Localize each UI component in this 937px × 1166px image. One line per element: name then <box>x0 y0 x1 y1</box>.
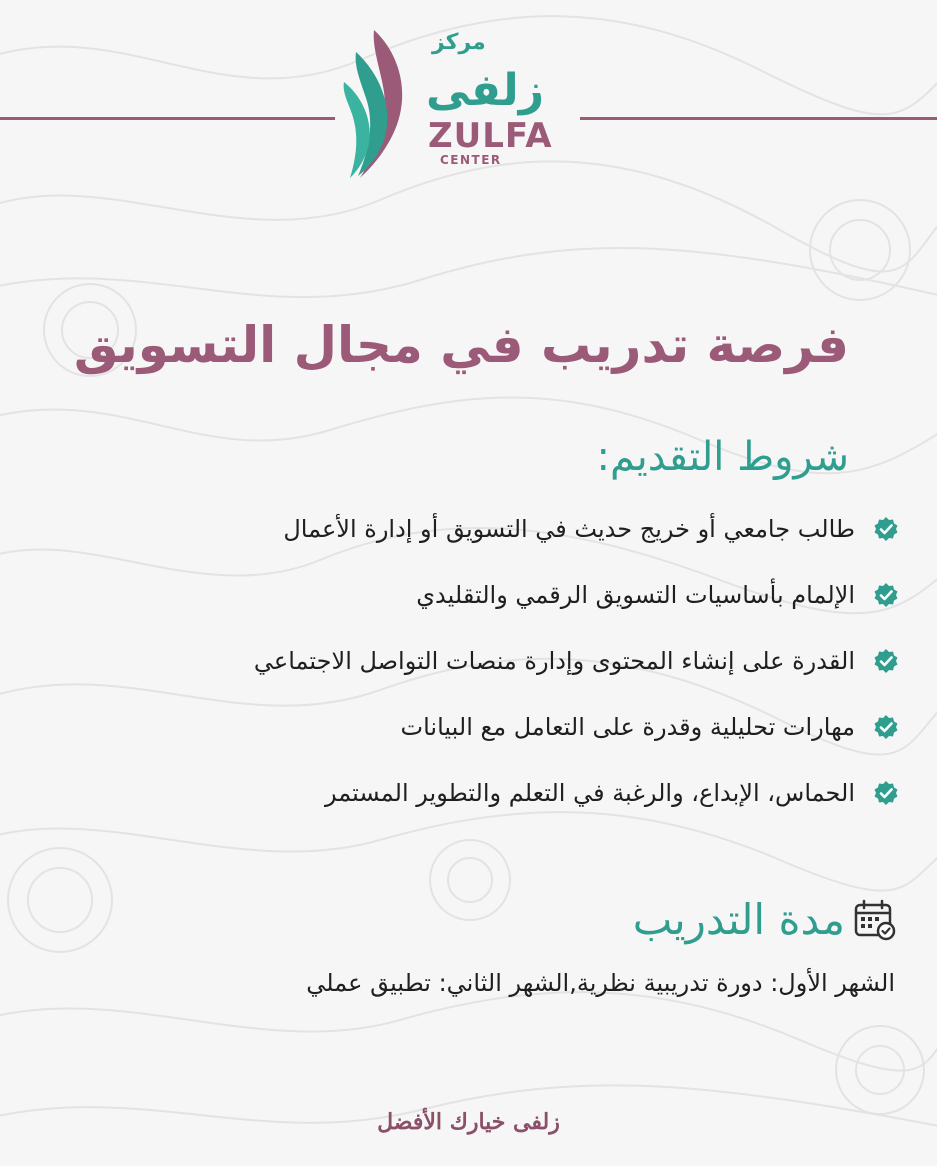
requirement-text: الحماس، الإبداع، والرغبة في التعلم والتطوير المستمر <box>325 779 855 807</box>
footer-slogan: زلفى خيارك الأفضل <box>377 1109 560 1135</box>
requirements-heading: شروط التقديم: <box>596 434 849 480</box>
verified-check-icon <box>873 648 899 674</box>
list-item <box>79 694 899 760</box>
header-divider-right <box>580 117 937 120</box>
list-item <box>79 760 899 826</box>
verified-check-icon <box>873 582 899 608</box>
list-item <box>79 628 899 694</box>
requirement-text: طالب جامعي أو خريج حديث في التسويق أو إدارة الأعمال <box>283 515 855 543</box>
requirement-text: الإلمام بأساسيات التسويق الرقمي والتقليدي <box>416 581 855 609</box>
requirement-text: مهارات تحليلية وقدرة على التعامل مع البيانات <box>400 713 855 741</box>
calendar-check-icon <box>853 898 897 942</box>
logo-english-name: ZULFA <box>428 116 553 156</box>
logo-english-subtitle: CENTER <box>440 153 502 167</box>
verified-check-icon <box>873 714 899 740</box>
verified-check-icon <box>873 516 899 542</box>
header-divider-left <box>0 117 335 120</box>
requirement-text: القدرة على إنشاء المحتوى وإدارة منصات التواصل الاجتماعي <box>253 647 855 675</box>
zulfa-flame-mark-icon <box>336 22 426 182</box>
list-item <box>79 496 899 562</box>
duration-text: الشهر الأول: دورة تدريبية نظرية,الشهر الثاني: تطبيق عملي <box>306 969 895 997</box>
requirements-list <box>79 496 899 826</box>
logo-arabic-name: زلفى <box>426 65 545 116</box>
duration-heading-row <box>633 890 897 950</box>
duration-heading: مدة التدريب <box>632 895 845 944</box>
page-title: فرصة تدريب في مجال التسويق <box>73 316 849 374</box>
zulfa-center-logo <box>330 22 580 182</box>
list-item <box>79 562 899 628</box>
logo-arabic-prefix: مركز <box>432 30 486 55</box>
verified-check-icon <box>873 780 899 806</box>
